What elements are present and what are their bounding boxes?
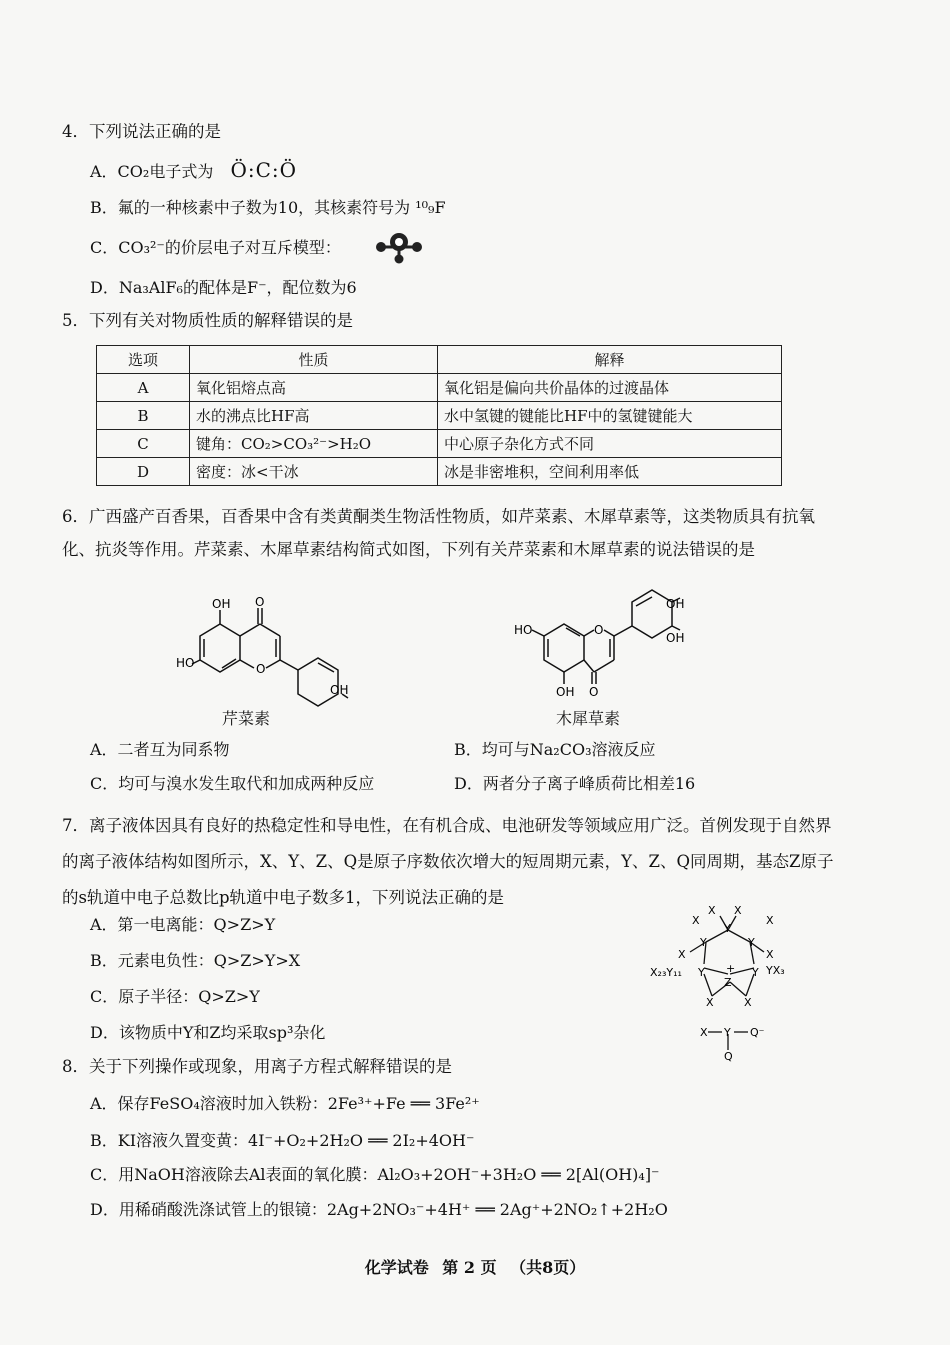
x-atom: X [766, 948, 774, 961]
x-atom: X [708, 904, 716, 917]
table-cell: D [97, 458, 190, 486]
x23y11-group: X₂₃Y₁₁ [650, 966, 682, 979]
x-atom: X [744, 996, 752, 1009]
footer-total: （共8页） [510, 1258, 586, 1277]
q5-table [96, 345, 782, 486]
x-atom: X [766, 914, 774, 927]
q4-option-c-text: C．CO₃²⁻的价层电子对互斥模型： [90, 238, 341, 257]
q7-option-d: D．该物质中Y和Z均采取sp³杂化 [90, 1023, 326, 1042]
footer-subject: 化学试卷 [364, 1258, 429, 1277]
y-atom: Y [724, 1026, 731, 1039]
x-atom: X [692, 914, 700, 927]
oh-label: OH [556, 685, 575, 699]
q4-option-b: B．氟的一种核素中子数为10，其核素符号为 ¹⁰₉F [90, 198, 446, 217]
oh-label: OH [666, 631, 685, 645]
q-atom: Q [724, 1050, 733, 1063]
q4-option-a-text: A．CO₂电子式为 [90, 162, 214, 181]
x-atom: X [678, 948, 686, 961]
y-atom: Y [700, 936, 707, 949]
q4-option-c [90, 238, 341, 258]
ketone-o-label: O [589, 685, 599, 699]
y-atom: Y [698, 966, 705, 979]
oh-label: OH [212, 597, 231, 611]
table-header: 解释 [438, 346, 782, 374]
ho-label: HO [176, 656, 195, 670]
table-cell: 冰是非密堆积，空间利用率低 [438, 458, 782, 486]
apigenin-caption: 芹菜素 [222, 709, 271, 728]
q6-option-c: C．均可与溴水发生取代和加成两种反应 [90, 774, 375, 793]
table-header: 性质 [190, 346, 438, 374]
table-row [97, 374, 782, 402]
table-cell: 氧化铝熔点高 [190, 374, 438, 402]
ring-o-label: O [594, 623, 604, 637]
table-cell: 水中氢键的键能比HF中的氢键键能大 [438, 402, 782, 430]
q8-option-c: C．用NaOH溶液除去Al表面的氧化膜：Al₂O₃+2OH⁻+3H₂O ══ 2[Al(OH)₄]⁻ [90, 1165, 660, 1184]
oh-label: OH [666, 597, 685, 611]
ketone-o-label: O [255, 595, 265, 609]
table-cell: 键角：CO₂>CO₃²⁻>H₂O [190, 430, 438, 458]
q4-option-a [90, 160, 297, 182]
table-row [97, 458, 782, 486]
y-atom: Y [752, 966, 759, 979]
ho-label: HO [514, 623, 533, 637]
q6-option-d: D．两者分子离子峰质荷比相差16 [454, 774, 696, 793]
y-atom: Y [748, 936, 755, 949]
q4-option-d: D．Na₃AlF₆的配体是F⁻，配位数为6 [90, 278, 357, 297]
x-atom: X [734, 904, 742, 917]
q4-stem: 4．下列说法正确的是 [62, 122, 221, 141]
table-cell: 氧化铝是偏向共价晶体的过渡晶体 [438, 374, 782, 402]
footer-page: 第 2 页 [442, 1258, 497, 1277]
q7-option-c: C．原子半径：Q>Z>Y [90, 987, 260, 1006]
y-atom: Y [724, 922, 731, 935]
plus-charge: + [726, 962, 736, 975]
q-anion: Q⁻ [750, 1026, 765, 1039]
oh-label: OH [330, 683, 349, 697]
table-header: 选项 [97, 346, 190, 374]
page-footer [0, 1255, 950, 1278]
ionic-liquid-structure [648, 902, 808, 1062]
q6-option-b: B．均可与Na₂CO₃溶液反应 [454, 740, 656, 759]
q7-option-b: B．元素电负性：Q>Z>Y>X [90, 951, 301, 970]
q5-stem: 5．下列有关对物质性质的解释错误的是 [62, 311, 353, 330]
vsepr-model-icon [372, 230, 426, 264]
yx3-group: YX₃ [766, 964, 785, 977]
q8-stem: 8．关于下列操作或现象，用离子方程式解释错误的是 [62, 1057, 452, 1076]
table-row [97, 402, 782, 430]
x-atom: X [700, 1026, 708, 1039]
table-cell: 水的沸点比HF高 [190, 402, 438, 430]
table-cell: 中心原子杂化方式不同 [438, 430, 782, 458]
table-header-row [97, 346, 782, 374]
apigenin-structure [176, 594, 370, 698]
q6-option-a: A．二者互为同系物 [90, 740, 230, 759]
luteolin-caption: 木犀草素 [556, 709, 621, 728]
table-cell: B [97, 402, 190, 430]
q8-option-b: B．KI溶液久置变黄：4I⁻+O₂+2H₂O ══ 2I₂+4OH⁻ [90, 1131, 475, 1150]
luteolin-structure [514, 594, 694, 698]
table-row [97, 430, 782, 458]
table-cell: C [97, 430, 190, 458]
ring-o-label: O [256, 662, 266, 676]
q7-option-a: A．第一电离能：Q>Z>Y [90, 915, 276, 934]
q7-stem: 7．离子液体因具有良好的热稳定性和导电性，在有机合成、电池研发等领域应用广泛。首例发现于自然界的离子液体结构如图所示，X、Y、Z、Q是原子序数依次增大的短周期元素，Y、Z、Q同周期，基态Z原子的s轨道中电子总数比p轨道中电子数多1，下列说法正确的是 [62, 816, 834, 907]
co2-electron-formula: Ö:C:Ö [230, 158, 298, 182]
q8-option-a: A．保存FeSO₄溶液时加入铁粉：2Fe³⁺+Fe ══ 3Fe²⁺ [90, 1094, 480, 1113]
q8-option-d: D．用稀硝酸洗涤试管上的银镜：2Ag+2NO₃⁻+4H⁺ ══ 2Ag⁺+2NO₂↑+2H₂O [90, 1200, 668, 1219]
z-atom: Z [724, 976, 732, 989]
q6-stem: 6．广西盛产百香果，百香果中含有类黄酮类生物活性物质，如芹菜素、木犀草素等，这类物质具有抗氧化、抗炎等作用。芹菜素、木犀草素结构简式如图，下列有关芹菜素和木犀草素的说法错误的是 [62, 507, 815, 559]
table-cell: A [97, 374, 190, 402]
table-cell: 密度：冰<干冰 [190, 458, 438, 486]
x-atom: X [706, 996, 714, 1009]
